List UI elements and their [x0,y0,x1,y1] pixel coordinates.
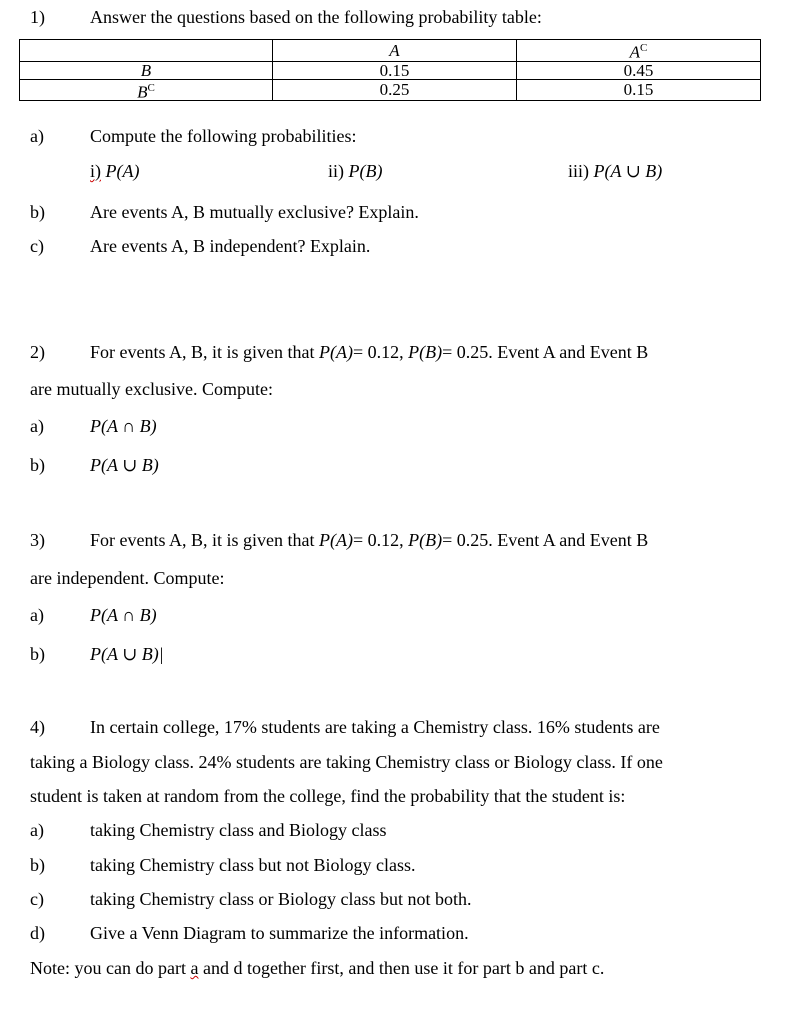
sub-iii-expr: P(A ∪ B) [593,161,663,181]
q2a-expr: P(A ∩ B) [90,416,157,436]
q4-line1: In certain college, 17% students are taking a Chemistry class. 16% students are [90,717,660,737]
probability-table [19,39,761,101]
q4-line3: student is taken at random from the college, find the probability that the student is: [30,786,626,806]
q1-intro: Answer the questions based on the following probability table: [90,7,542,27]
q4a-label: a) [30,820,44,840]
q2-number: 2) [30,342,45,362]
q1a-text: Compute the following probabilities: [90,126,357,146]
sub-i-label: i) [90,161,101,181]
q3-pa: P(A) [319,530,353,550]
q4b-text: taking Chemistry class but not Biology class. [90,855,416,875]
table-cell: 0.15 [517,79,761,101]
table-header-ac: $A^C$ [517,40,761,62]
sub-ii-expr: P(B) [348,161,383,181]
q4a-text: taking Chemistry class and Biology class [90,820,387,840]
q1-sub-iii [568,160,662,182]
q2-line2: are mutually exclusive. Compute: [30,379,273,399]
q4-note: Note: you can do part a and d together first, and then use it for part b and part c. [30,958,605,978]
table-row [20,61,761,79]
q3b-expr: P(A ∪ B)| [90,644,164,664]
q4c-text: taking Chemistry class or Biology class but not both. [90,889,472,909]
q1b-label: b) [30,202,45,222]
q3-pb: P(B) [408,530,443,550]
q1-sub-i [90,160,139,182]
q3b-label: b) [30,644,45,664]
sub-ii-label: ii) [328,161,344,181]
table-row [20,79,761,101]
q1c-text: Are events A, B independent? Explain. [90,236,371,256]
q2-pb: P(B) [408,342,443,362]
q4-line2: taking a Biology class. 24% students are taking Chemistry class or Biology class. If one [30,752,663,772]
table-row-label-bc: $B^C$ [20,79,273,101]
q3-line1: For events A, B, it is given that P(A)= 0.12, P(B)= 0.25. Event A and Event B [90,530,649,550]
q2-pa: P(A) [319,342,353,362]
q2b-label: b) [30,455,45,475]
q4b-label: b) [30,855,45,875]
q3-number: 3) [30,530,45,550]
q3-line2: are independent. Compute: [30,568,225,588]
q1-sub-ii [328,160,382,182]
q2b-expr: P(A ∪ B) [90,455,159,475]
q4d-text: Give a Venn Diagram to summarize the information. [90,923,469,943]
q1b-text: Are events A, B mutually exclusive? Explain. [90,202,419,222]
q1a-label: a) [30,126,44,146]
table-cell: 0.45 [517,61,761,79]
table-header-a: A [273,40,517,62]
table-corner-cell [20,40,273,62]
q2a-label: a) [30,416,44,436]
table-cell: 0.15 [273,61,517,79]
q1c-label: c) [30,236,44,256]
q4d-label: d) [30,923,45,943]
table-cell: 0.25 [273,79,517,101]
note-part-a: a [190,958,199,978]
q4-number: 4) [30,717,45,737]
table-row-label-b: B [20,61,273,79]
q3a-expr: P(A ∩ B) [90,605,157,625]
sub-i-expr: P(A) [105,161,140,181]
sub-iii-label: iii) [568,161,589,181]
q1-number: 1) [30,7,45,27]
q3a-label: a) [30,605,44,625]
q4c-label: c) [30,889,44,909]
table-header-row [20,40,761,62]
q2-line1: For events A, B, it is given that P(A)= 0.12, P(B)= 0.25. Event A and Event B [90,342,649,362]
